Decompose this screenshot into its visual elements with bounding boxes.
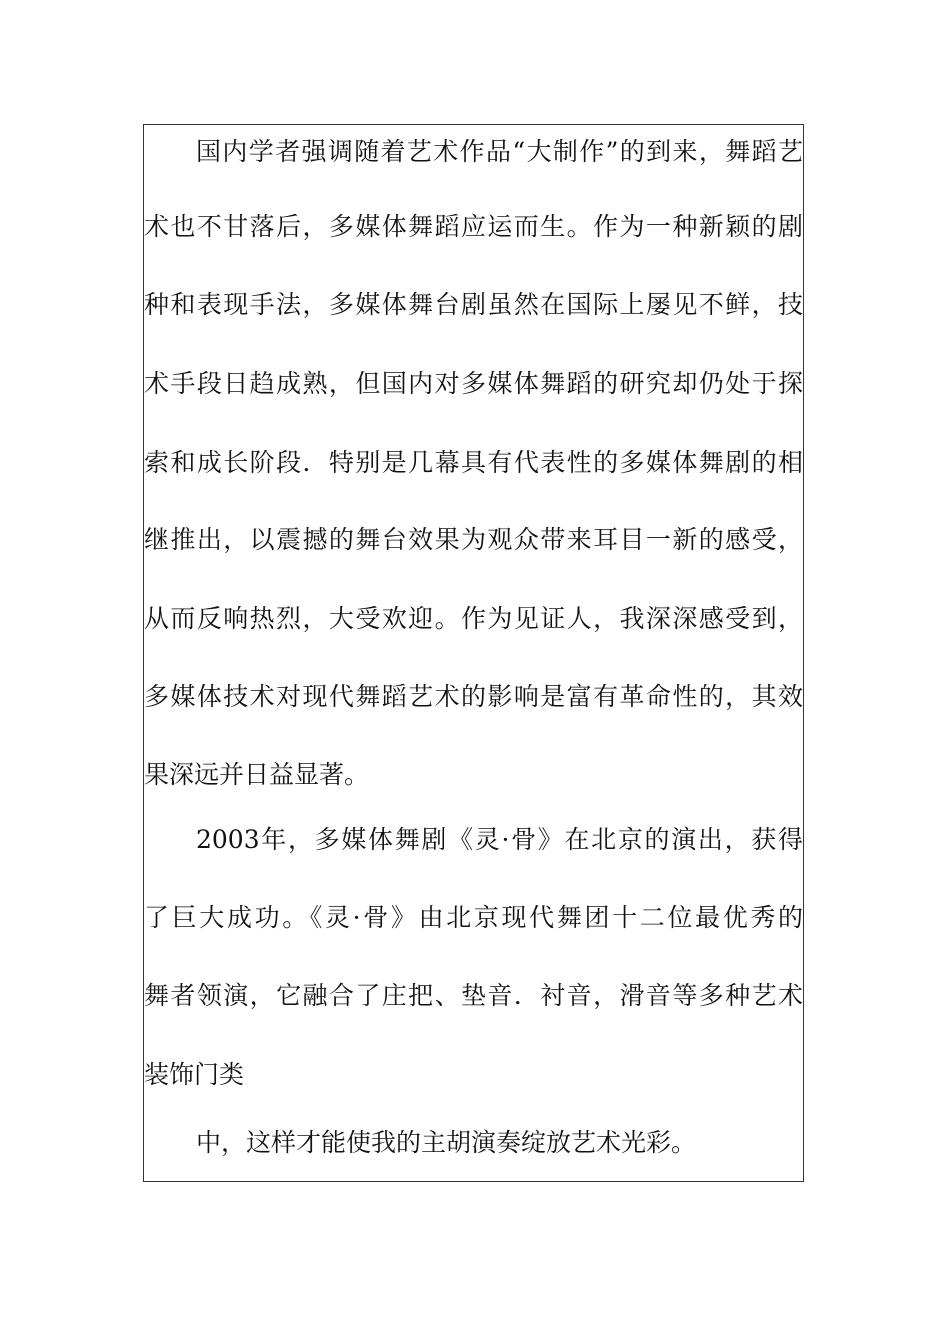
paragraph-1-line-6: 继推出，以震撼的舞台效果为观众带来耳目一新的感受， bbox=[144, 525, 803, 554]
paragraph-2-line-2: 了巨大成功。《灵·骨》由北京现代舞团十二位最优秀的 bbox=[144, 903, 803, 932]
paragraph-1-line-7: 从而反响热烈，大受欢迎。作为见证人，我深深感受到， bbox=[144, 604, 803, 633]
paragraph-1-line-3: 种和表现手法，多媒体舞台剧虽然在国际上屡见不鲜，技 bbox=[144, 290, 803, 319]
text-box-border bbox=[143, 124, 804, 1182]
paragraph-1-line-8: 多媒体技术对现代舞蹈艺术的影响是富有革命性的，其效 bbox=[144, 682, 803, 711]
paragraph-1-line-9: 果深远并日益显著。 bbox=[144, 760, 370, 789]
paragraph-2-line-1: 2003年，多媒体舞剧《灵·骨》在北京的演出，获得 bbox=[196, 825, 803, 854]
paragraph-1-line-5: 索和成长阶段．特别是几幕具有代表性的多媒体舞剧的相 bbox=[144, 448, 803, 477]
paragraph-2-line-3: 舞者领演，它融合了庄把、垫音．衬音，滑音等多种艺术 bbox=[144, 981, 803, 1010]
paragraph-1-line-1: 国内学者强调随着艺术作品“大制作”的到来，舞蹈艺 bbox=[196, 137, 803, 166]
paragraph-3-line-1: 中，这样才能使我的主胡演奏绽放艺术光彩。 bbox=[196, 1128, 697, 1157]
paragraph-2-line-4: 装饰门类 bbox=[144, 1060, 245, 1089]
paragraph-1-line-4: 术手段日趋成熟，但国内对多媒体舞蹈的研究却仍处于探 bbox=[144, 369, 803, 398]
paragraph-1-line-2: 术也不甘落后，多媒体舞蹈应运而生。作为一种新颖的剧 bbox=[144, 212, 803, 241]
